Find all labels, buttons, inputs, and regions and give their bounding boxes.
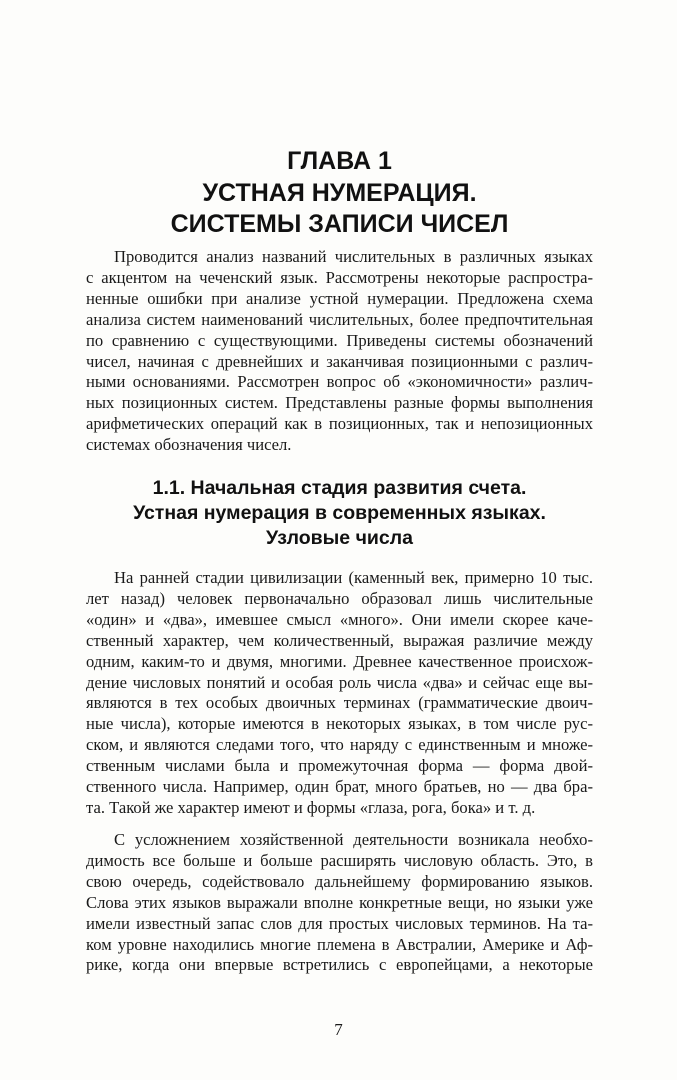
chapter-title-line-1: УСТНАЯ НУМЕРАЦИЯ. [202, 178, 477, 207]
text-line: димость все больше и больше расширять числовую область. Это, в [86, 850, 593, 870]
chapter-number: ГЛАВА 1 [287, 147, 392, 175]
chapter-heading [86, 146, 593, 241]
section-heading [86, 476, 593, 551]
text-line: «один» и «два», имевшее смысл «много». Они имели скорее каче- [86, 609, 593, 629]
text-line: На ранней стадии цивилизации (каменный век, примерно 10 тыс. [114, 568, 593, 587]
text-line: являются в тех особых двоичных терминах (грамматические двоич- [86, 693, 593, 713]
chapter-title-line-2: СИСТЕМЫ ЗАПИСИ ЧИСЕЛ [170, 210, 509, 238]
text-line: свою очередь, содействовало дальнейшему формированию языков. [86, 871, 593, 891]
body-paragraph-1 [86, 568, 593, 819]
section-title-line-2: Устная нумерация в современных языках. [133, 502, 546, 524]
page-number: 7 [334, 1020, 343, 1039]
text-line: ском, и являются следами того, что наряду с единственным и множе- [86, 735, 593, 755]
text-line: ком уровне находились многие племена в Австралии, Америке и Аф- [86, 934, 593, 954]
text-line: лет назад) человек первоначально образовал лишь числительные [86, 588, 593, 608]
text-line: ных позиционных систем. Представлены разные формы выполнения [86, 393, 593, 413]
text-line: с акцентом на чеченский язык. Рассмотрены некоторые распростра- [86, 267, 593, 287]
text-line: рике, когда они впервые встретились с европейцами, а некоторые [86, 955, 593, 975]
text-line: ненные ошибки при анализе устной нумерации. Предложена схема [86, 288, 593, 308]
chapter-abstract [86, 247, 593, 456]
body-paragraph-2 [86, 830, 593, 976]
text-line: ственный характер, чем количественный, выражая различие между [86, 630, 593, 650]
text-line: имели известный запас слов для простых числовых терминов. На та- [86, 913, 593, 933]
text-line: дение числовых понятий и особая роль числа «два» и сейчас еще вы- [86, 672, 593, 692]
text-line: Проводится анализ названий числительных в различных языках [114, 247, 593, 266]
text-line: системах обозначения чисел. [86, 435, 292, 455]
section-title-line-3: Узловые числа [266, 527, 413, 549]
text-line: одним, каким-то и двумя, многими. Древнее качественное происхож- [86, 651, 593, 671]
text-line: чисел, начиная с древнейших и заканчивая позиционными с различ- [86, 351, 593, 371]
text-line: по сравнению с существующими. Приведены системы обозначений [86, 330, 593, 350]
section-title-line-1: 1.1. Начальная стадия развития счета. [152, 477, 527, 499]
text-line: арифметических операций как в позиционных, так и непозиционных [86, 414, 593, 434]
text-line: ными основаниями. Рассмотрен вопрос об «экономичности» различ- [86, 372, 593, 392]
text-line: ные числа), которые имеются в некоторых языках, в том числе рус- [86, 714, 593, 734]
text-line: ственным числами была и промежуточная форма — форма двой- [86, 756, 593, 776]
text-line: анализа систем наименований числительных, более предпочтительная [86, 309, 593, 329]
text-line: та. Такой же характер имеют и формы «глаза, рога, бока» и т. д. [86, 797, 536, 817]
text-line: ственного числа. Например, один брат, много братьев, но — два бра- [86, 777, 593, 797]
text-line: Слова этих языков выражали вполне конкретные вещи, но языки уже [86, 892, 593, 912]
text-line: С усложнением хозяйственной деятельности возникала необхо- [114, 830, 593, 849]
